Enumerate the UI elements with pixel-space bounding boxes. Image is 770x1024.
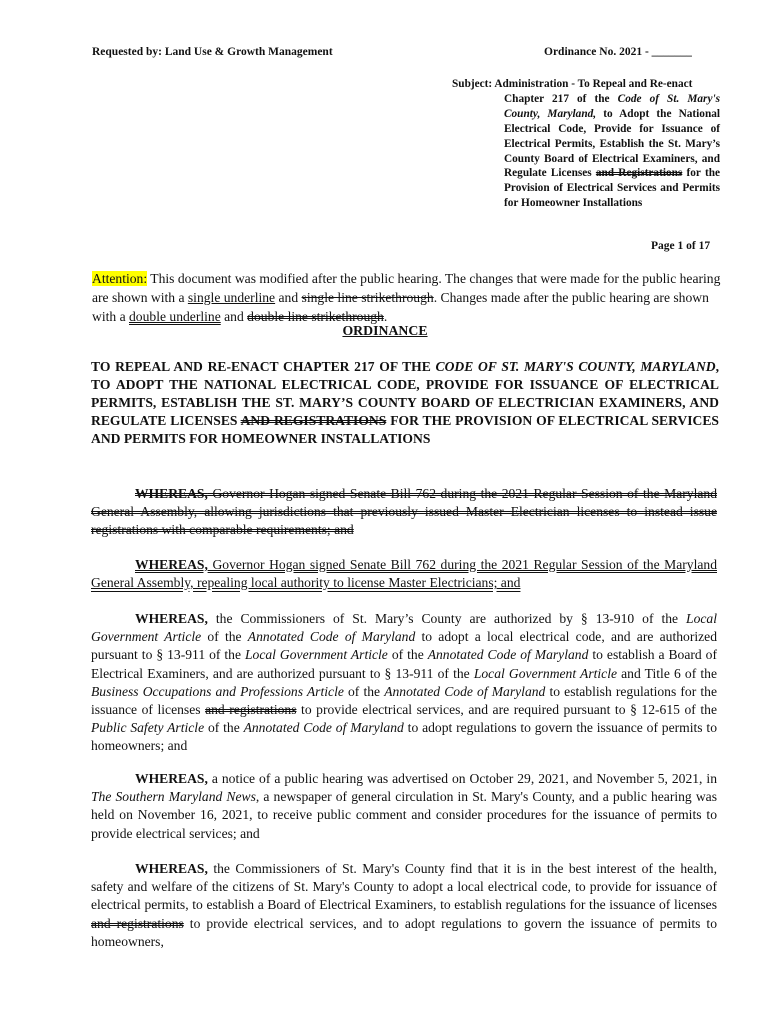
subject-lead: Subject: Administration - To Repeal and Re-enact xyxy=(452,78,693,90)
single-underline-sample: single underline xyxy=(187,290,276,305)
whereas-paragraph-1 xyxy=(91,485,717,540)
whereas-2-text: Governor Hogan signed Senate Bill 762 during the 2021 Regular Session of the Maryland General Assembly, repealing local authority to license Master Electricians; and xyxy=(91,557,717,591)
newspaper-name: The Southern Maryland News xyxy=(91,789,256,805)
whereas-label: WHEREAS, xyxy=(135,611,208,626)
citation: Annotated Code of Maryland xyxy=(243,720,404,736)
whereas-paragraph-2 xyxy=(91,556,717,592)
attention-text-2: and xyxy=(275,290,302,305)
whereas-3-text: of the xyxy=(387,647,428,663)
title-struck-text: AND REGISTRATIONS xyxy=(240,413,387,428)
struck-text: and registrations xyxy=(91,915,184,931)
whereas-3-text: the Commissioners of St. Mary’s County are authorized by § 13-910 of the xyxy=(207,611,687,626)
attention-text-4: and xyxy=(220,309,248,324)
subject-text-b: to Adopt the National Electrical Code, Provide for Issuance of Electrical Permits, Establish the St. Mary’s County Board of Electrical Examiners, and Regulate Licenses xyxy=(504,107,721,180)
whereas-3-text: of the xyxy=(343,683,385,699)
whereas-3-text: and Title 6 of the xyxy=(617,665,718,681)
whereas-3-text: to adopt a local electrical code, and are authorized pursuant to § 13-911 of the xyxy=(91,629,717,663)
single-strike-sample: single line strikethrough xyxy=(301,290,434,305)
whereas-3-text: to adopt regulations to govern the issuance of permits to homeowners; and xyxy=(91,720,717,754)
whereas-1-text: Governor Hogan signed Senate Bill 762 during the 2021 Regular Session of the Maryland General Assembly, allowing jurisdictions that previously issued Master Electrician licenses to instead issue registrations with comparable requirements; and xyxy=(91,486,717,538)
whereas-paragraph-5 xyxy=(91,860,717,951)
citation: Local Government Article xyxy=(473,665,618,681)
subject-code-name: Code of St. Mary's County, Maryland, xyxy=(504,92,720,120)
double-underline-sample: double underline xyxy=(129,309,221,324)
whereas-4-text: a notice of a public hearing was advertised on October 29, 2021, and November 5, 2021, in xyxy=(207,771,717,786)
citation: Annotated Code of Maryland xyxy=(384,683,546,699)
subject-struck-text: and Registrations xyxy=(595,167,683,180)
page-number: Page 1 of 17 xyxy=(651,240,711,252)
whereas-label: WHEREAS, xyxy=(135,486,208,501)
title-text-3: FOR THE PROVISION OF ELECTRICAL SERVICES AND PERMITS FOR HOMEOWNER INSTALLATIONS xyxy=(91,413,719,446)
whereas-3-text: of the xyxy=(204,720,244,736)
whereas-3-text: to provide electrical services, and are required pursuant to § 12-615 of the xyxy=(296,702,717,718)
attention-notice xyxy=(92,269,722,326)
title-code-name: CODE OF ST. MARY'S COUNTY, MARYLAND xyxy=(435,359,716,374)
citation: Public Safety Article xyxy=(91,720,205,736)
citation: Local Government Article xyxy=(244,647,388,663)
attention-text-3: . Changes made after the public hearing are shown with a xyxy=(92,290,709,324)
whereas-4-text: , a newspaper of general circulation in St. Mary's County, and a public hearing was held on November 16, 2021, to receive public comment and consider procedures for the issuance of permits to provide electrical services; and xyxy=(91,789,717,841)
double-strike-sample: double line strikethrough xyxy=(247,309,384,324)
whereas-label: WHEREAS, xyxy=(135,861,208,876)
title-text-1: TO REPEAL AND RE-ENACT CHAPTER 217 OF THE xyxy=(91,359,436,374)
attention-label: Attention: xyxy=(92,271,148,286)
citation: Annotated Code of Maryland xyxy=(247,629,416,645)
citation: Annotated Code of Maryland xyxy=(427,647,589,663)
requested-by: Requested by: Land Use & Growth Management xyxy=(92,46,333,58)
citation: Business Occupations and Professions Article xyxy=(91,683,344,699)
citation: Local Government Article xyxy=(91,611,717,645)
ordinance-title xyxy=(91,358,719,448)
whereas-5-text: to provide electrical services, and to adopt regulations to govern the issuance of permits to homeowners, xyxy=(91,915,717,949)
ordinance-number: Ordinance No. 2021 - _______ xyxy=(544,46,692,58)
ordinance-heading: ORDINANCE xyxy=(342,323,428,338)
whereas-3-text: to establish regulations for the issuance of licenses xyxy=(91,683,717,718)
subject-text-a: Chapter 217 of the xyxy=(504,92,618,105)
subject-block xyxy=(452,77,720,211)
title-text-2: , TO ADOPT THE NATIONAL ELECTRICAL CODE, PROVIDE FOR ISSUANCE OF ELECTRICAL PERMITS, ESTABLISH THE ST. MARY’S COUNTY BOARD OF ELECTRICIAN EXAMINERS, AND REGULATE LICENSES xyxy=(91,359,720,428)
whereas-3-text: of the xyxy=(201,629,248,645)
whereas-label: WHEREAS, xyxy=(135,771,208,786)
whereas-5-text: the Commissioners of St. Mary's County find that it is in the best interest of the health, safety and welfare of the citizens of St. Mary's County to adopt a local electrical code, to provide for issuance of electrical permits, to establish a Board of Electrical Examiners, to establish regulations for the issuance of licenses xyxy=(91,861,717,913)
subject-body xyxy=(504,92,720,211)
subject-text-c: for the Provision of Electrical Services and Permits for Homeowner Installations xyxy=(504,167,721,210)
attention-text-1: This document was modified after the public hearing. The changes that were made for the public hearing are shown with a xyxy=(92,271,721,305)
whereas-paragraph-3 xyxy=(91,610,717,756)
whereas-paragraph-4 xyxy=(91,770,717,843)
whereas-3-text: to establish a Board of Electrical Examiners, and are authorized pursuant to § 13-911 of the xyxy=(91,647,717,681)
attention-text-5: . xyxy=(383,309,388,324)
whereas-label: WHEREAS, xyxy=(135,557,208,572)
struck-text: and registrations xyxy=(205,702,297,718)
